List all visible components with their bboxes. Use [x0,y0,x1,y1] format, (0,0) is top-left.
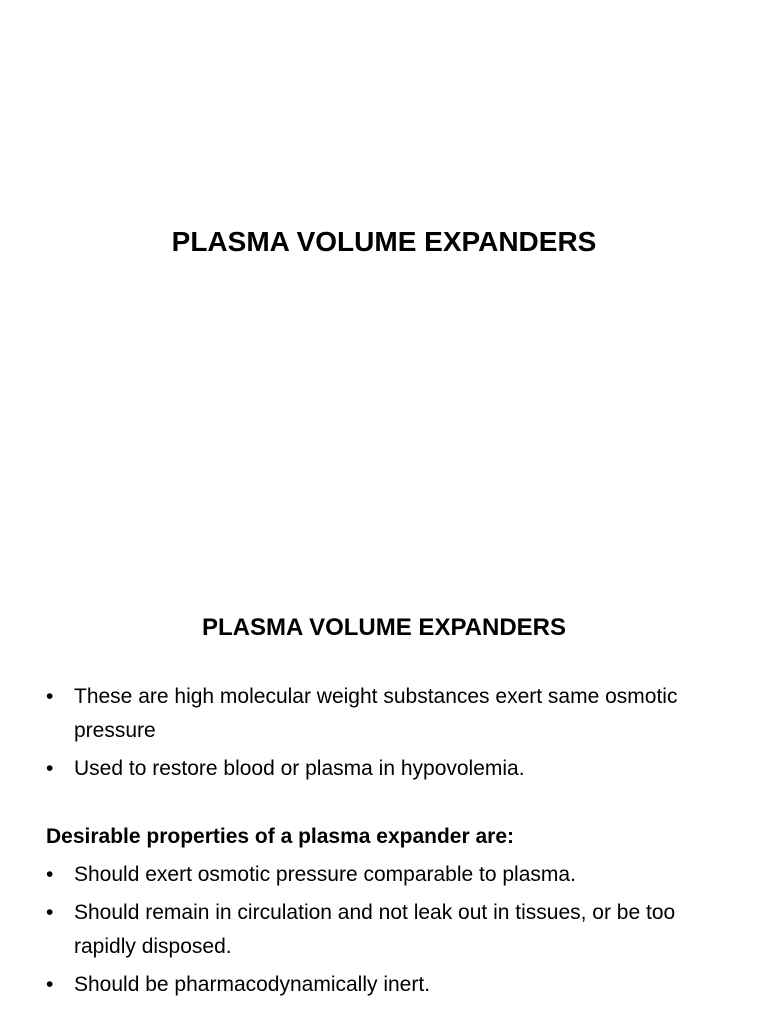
list-item-text: Should remain in circulation and not leak out in tissues, or be too rapidly disposed. [74,901,676,958]
list-item [46,680,726,748]
list-item [46,858,726,892]
content-slide [0,576,768,1024]
title-slide-heading: PLASMA VOLUME EXPANDERS [171,226,597,257]
content-body [46,680,726,1006]
properties-heading: Desirable properties of a plasma expander are: [46,825,515,848]
bullet-icon: • [46,901,54,924]
list-item [46,968,726,1002]
list-item-text: Should exert osmotic pressure comparable to plasma. [74,863,576,886]
intro-bullet-list [46,680,726,786]
bullet-icon: • [46,757,54,780]
content-slide-heading: PLASMA VOLUME EXPANDERS [201,614,567,641]
list-item-text: Should be pharmacodynamically inert. [74,973,431,996]
bullet-icon: • [46,973,54,996]
list-item [46,896,726,964]
list-item-text: These are high molecular weight substances exert same osmotic pressure [74,685,678,742]
properties-bullet-list [46,858,726,1002]
bullet-icon: • [46,685,54,708]
list-item [46,752,726,786]
bullet-icon: • [46,863,54,886]
list-item-text: Used to restore blood or plasma in hypovolemia. [74,757,525,780]
